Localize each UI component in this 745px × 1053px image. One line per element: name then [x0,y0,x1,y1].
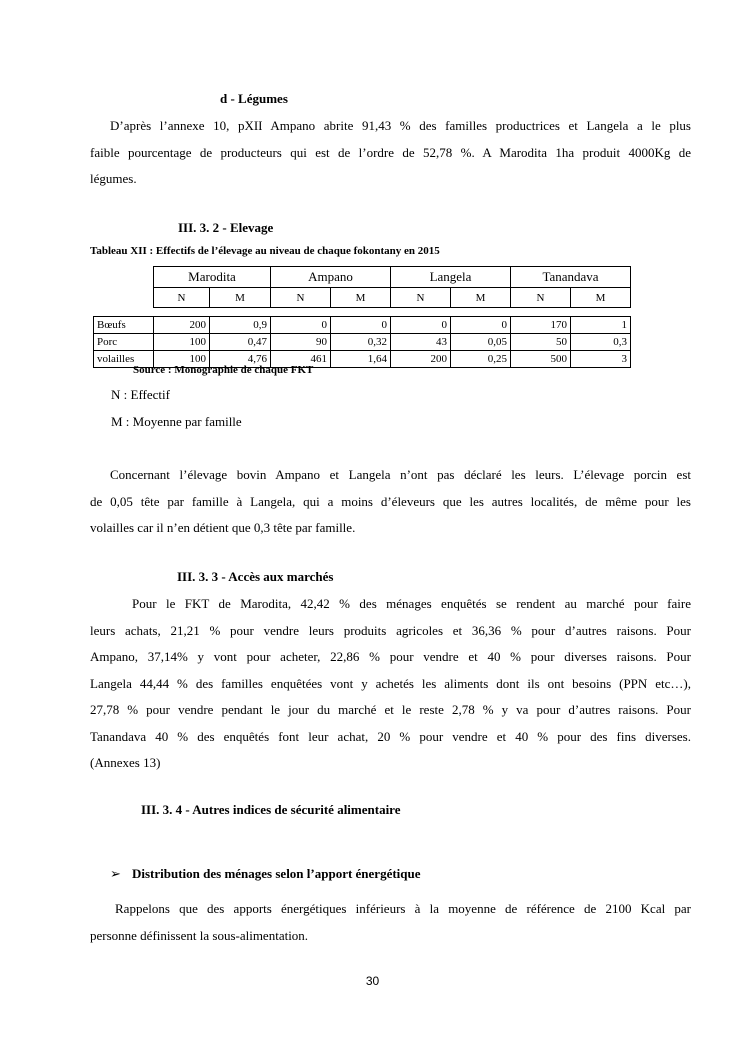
text-line: légumes. [90,171,137,186]
row-label: volailles [94,351,154,368]
table-subheader-row [94,288,631,308]
paragraph-marches [90,591,691,777]
table-cell: 50 [511,334,571,351]
section-heading-marches: III. 3. 3 - Accès aux marchés [177,569,334,584]
text-line: (Annexes 13) [90,755,161,770]
table-corner [94,267,154,288]
text-line: Concernant l’élevage bovin Ampano et Langela n’ont pas déclaré les leurs. L’élevage porcin est [110,467,691,482]
subheader-cell: M [571,288,631,308]
subheader-cell: M [210,288,271,308]
table-spacer-row [94,308,631,317]
subheader-cell: N [391,288,451,308]
table-cell: 0,32 [331,334,391,351]
subheader-cell: M [331,288,391,308]
text-line: D’après l’annexe 10, pXII Ampano abrite 91,43 % des familles productrices et Langela a le plus [110,118,691,133]
table-cell: 0 [331,317,391,334]
section-heading-legumes: d - Légumes [220,91,288,106]
subheader-cell: N [154,288,210,308]
subheader-cell: N [511,288,571,308]
text-line: 27,78 % pour vendre pendant le jour du marché et le reste 2,78 % y va pour d’autres raisons. Pour [90,702,691,717]
table-cell: 170 [511,317,571,334]
table-cell: 43 [391,334,451,351]
table-cell: 4,76 [210,351,271,368]
page-number: 30 [365,974,380,988]
table-cell: 0 [451,317,511,334]
text-line: Tanandava 40 % des enquêtés font leur achat, 20 % pour vendre et 40 % pour des fins diverses. [90,728,691,744]
table-cell: 100 [154,351,210,368]
bullet-heading-text: Distribution des ménages selon l’apport énergétique [132,866,421,881]
table-cell: 100 [154,334,210,351]
text-line: volailles car il n’en détient que 0,3 tête par famille. [90,520,356,535]
text-line: Rappelons que des apports énergétiques inférieurs à la moyenne de référence de 2100 Kcal par [115,901,691,916]
table-cell: 0 [271,317,331,334]
table-cell: 500 [511,351,571,368]
table-cell: 3 [571,351,631,368]
table-cell: 0,9 [210,317,271,334]
table-row [94,317,631,334]
text-line: Langela 44,44 % des familles enquêtées vont y achetés les aliments dont ils ont besoins (PPN etc…), [90,675,691,691]
group-header-marodita: Marodita [154,267,271,288]
bullet-heading-distribution [110,866,421,882]
table-cell: 1,64 [331,351,391,368]
text-line: Ampano, 37,14% y vont pour acheter, 22,86 % pour vendre et 40 % pour diverses raisons. Pour [90,649,691,664]
legend-m: M : Moyenne par famille [111,414,242,429]
table-caption: Tableau XII : Effectifs de l’élevage au niveau de chaque fokontany en 2015 [90,245,440,257]
subheader-cell: M [451,288,511,308]
table-cell: 200 [154,317,210,334]
livestock-table [93,266,631,368]
table-cell: 200 [391,351,451,368]
group-header-ampano: Ampano [271,267,391,288]
table-cell: 0,25 [451,351,511,368]
text-line: leurs achats, 21,21 % pour vendre leurs produits agricoles et 36,36 % pour d’autres raisons. Pour [90,622,691,638]
row-label: Bœufs [94,317,154,334]
table-cell: 0 [391,317,451,334]
text-line: faible pourcentage de producteurs qui est de l’ordre de 52,78 %. A Marodita 1ha produit 4000Kg de [90,144,691,160]
table-cell: 0,3 [571,334,631,351]
paragraph-distribution [90,896,691,949]
subheader-cell: N [271,288,331,308]
text-line: de 0,05 tête par famille à Langela, qui a moins d’éleveurs que les autres localités, de même pour les [90,493,691,509]
section-heading-elevage: III. 3. 2 - Elevage [178,220,274,235]
text-line: personne définissent la sous-alimentation. [90,927,309,943]
spacer-cell [94,308,154,317]
table-group-header-row [94,267,631,288]
table-cell: 0,47 [210,334,271,351]
table-source: Source : Monographie de chaque FKT [133,364,314,376]
arrow-bullet-icon: ➢ [110,866,121,881]
table-row [94,334,631,351]
group-header-tanandava: Tanandava [511,267,631,288]
group-header-langela: Langela [391,267,511,288]
table-cell: 461 [271,351,331,368]
spacer-cell [154,308,631,317]
paragraph-elevage [90,462,691,542]
paragraph-legumes [90,113,691,193]
table-cell: 1 [571,317,631,334]
table-cell: 0,05 [451,334,511,351]
table-cell: 90 [271,334,331,351]
section-heading-autres-indices: III. 3. 4 - Autres indices de sécurité alimentaire [141,802,401,817]
text-line: Pour le FKT de Marodita, 42,42 % des ménages enquêtés se rendent au marché pour faire [132,596,691,611]
legend-n: N : Effectif [111,387,170,402]
row-label: Porc [94,334,154,351]
table-corner [94,288,154,308]
